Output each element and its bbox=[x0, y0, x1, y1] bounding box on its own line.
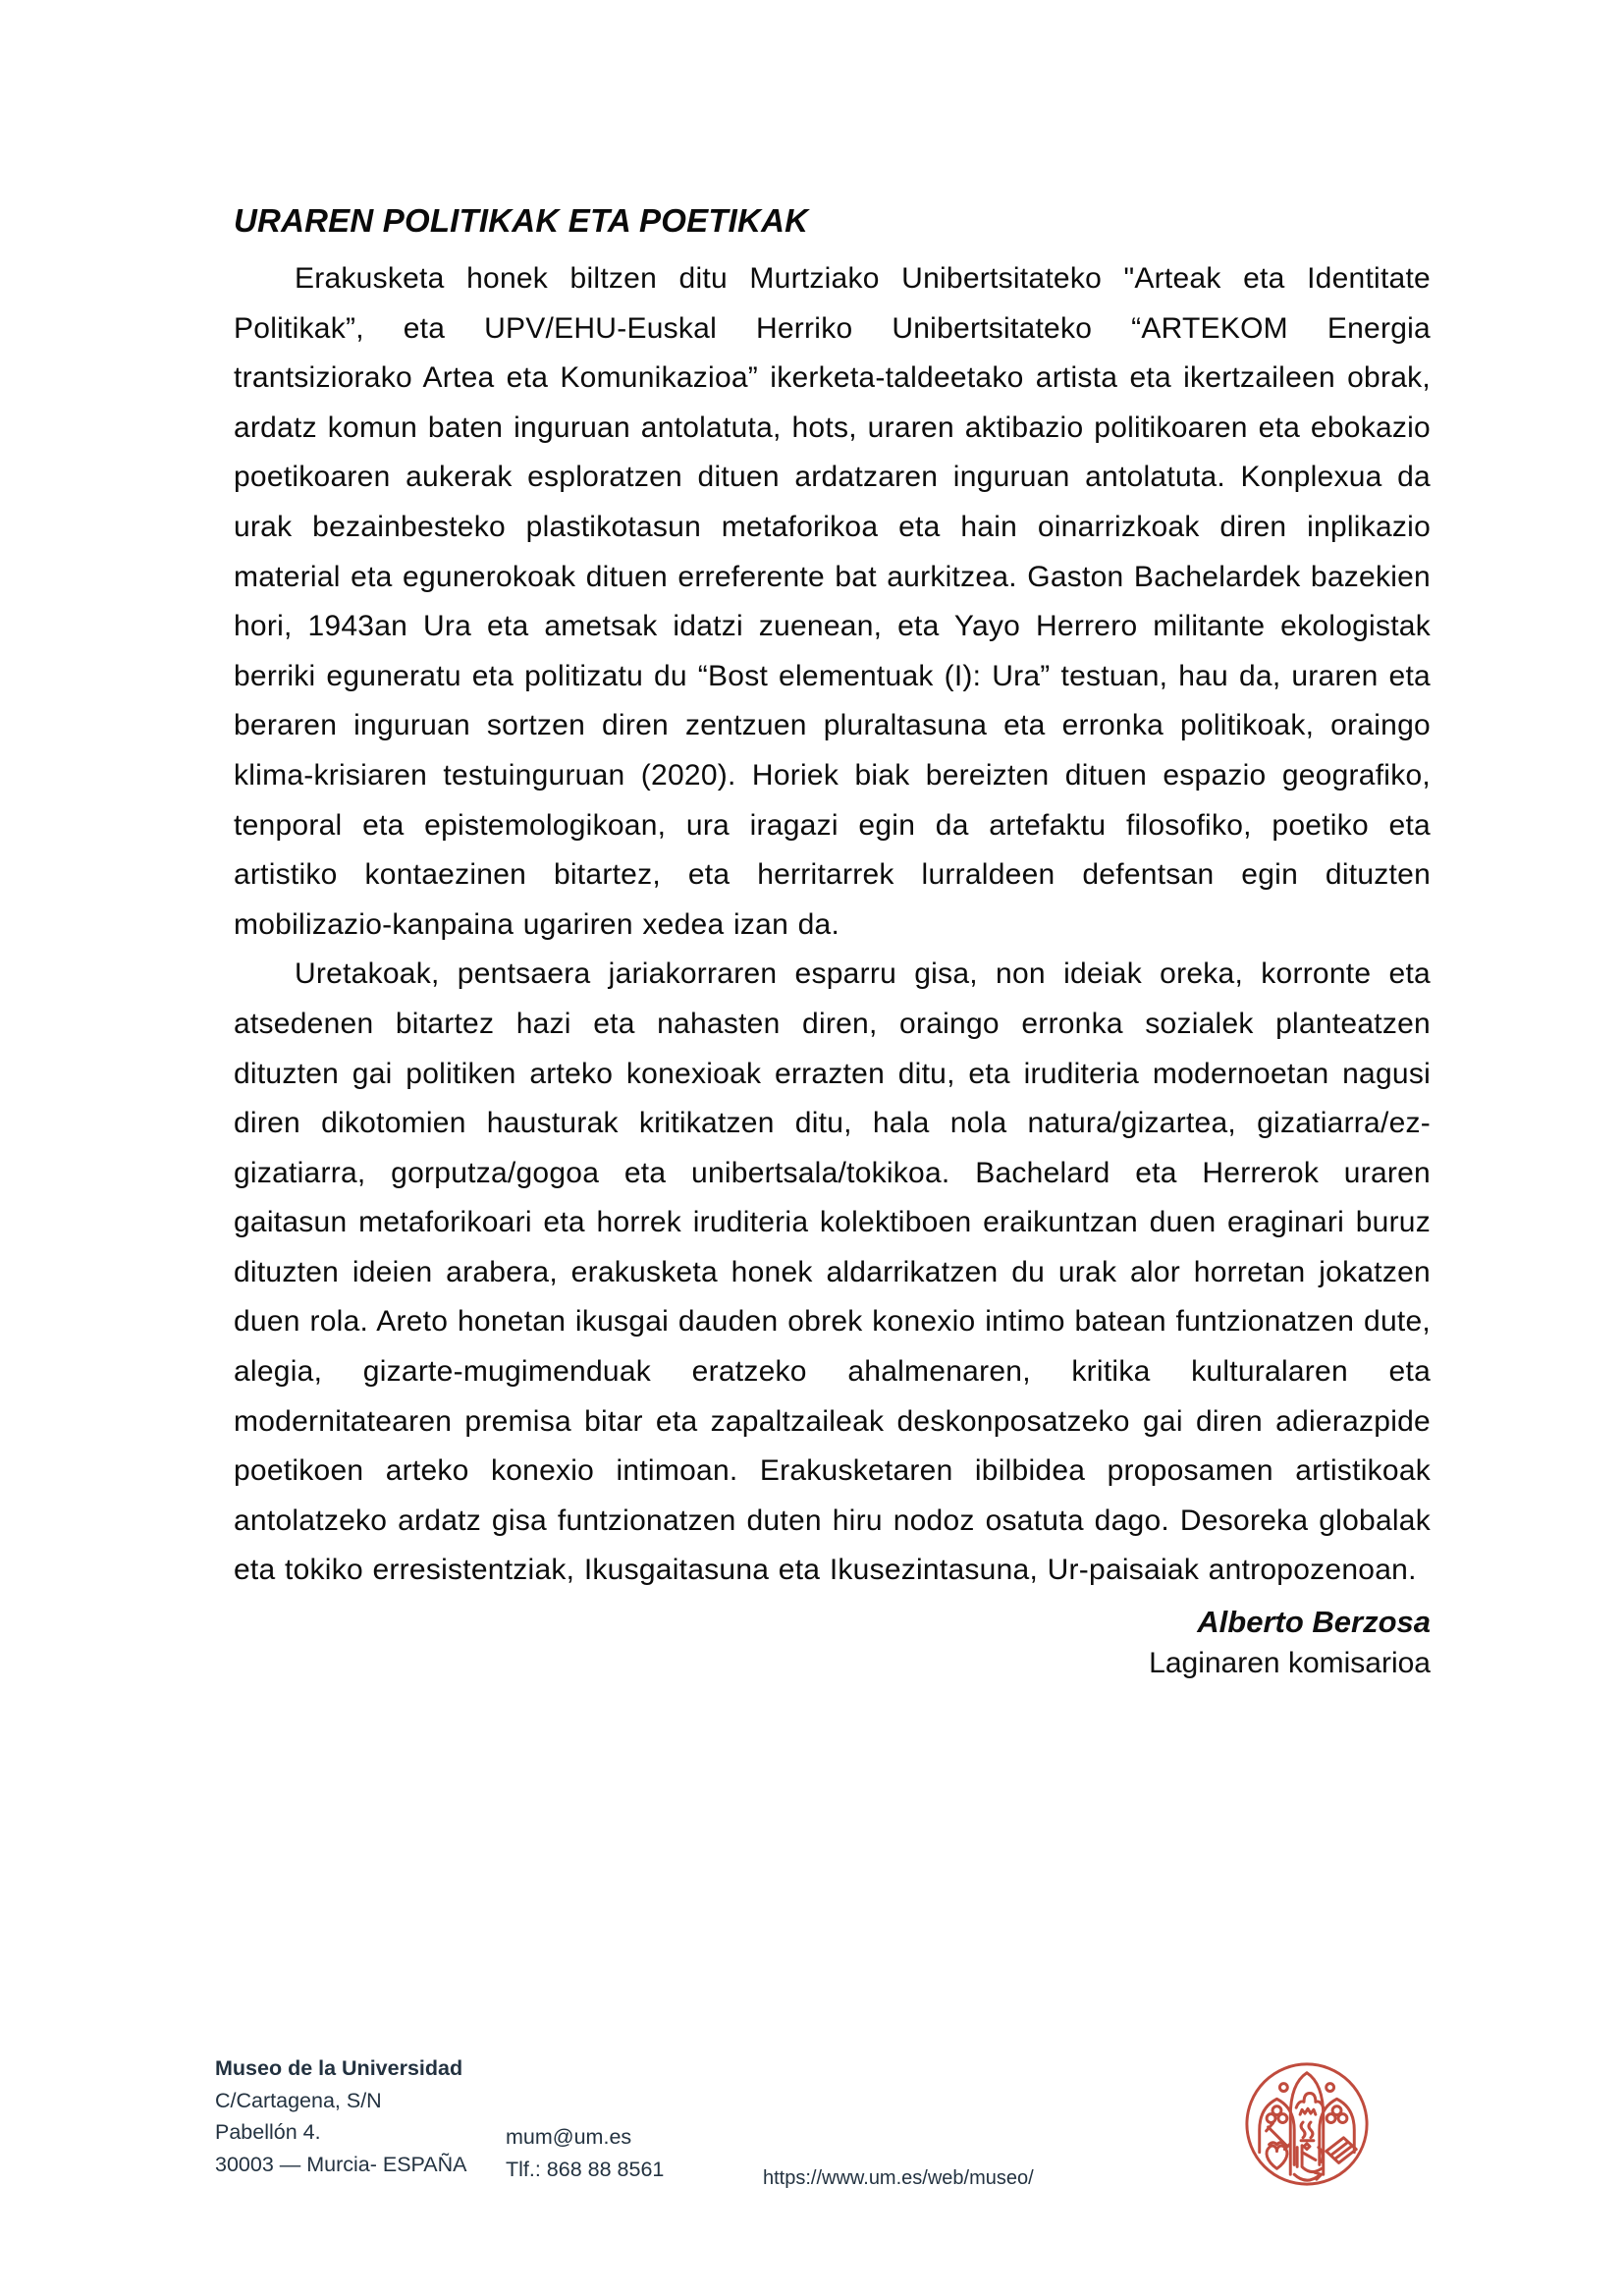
footer-address-line: 30003 — Murcia- ESPAÑA bbox=[215, 2152, 467, 2176]
footer-email[interactable]: mum@um.es bbox=[506, 2125, 632, 2149]
footer-address-lines bbox=[215, 2085, 467, 2181]
paragraph: Erakusketa honek biltzen ditu Murtziako Unibertsitateko "Arteak eta Identitate Politikak”, eta UPV/EHU-Euskal Herriko Unibertsitateko “ARTEKOM Energia trantsiziorako Artea eta Komunikazioa” ikerketa-taldeetako artista eta ikertzaileen obrak, ardatz komun baten inguruan antolatuta, hots, uraren aktibazio politikoaren eta ebokazio poetikoaren aukerak esploratzen dituen ardatzaren inguruan antolatuta. Konplexua da urak bezainbesteko plastikotasun metaforikoa eta hain oinarrizkoak diren inplikazio material eta egunerokoak dituen erreferente bat aurkitzea. Gaston Bachelardek bazekien hori, 1943an Ura eta ametsak idatzi zuenean, eta Yayo Herrero militante ekologistak berriki eguneratu eta politizatu du “Bost elementuak (I): Ura” testuan, hau da, uraren eta beraren inguruan sortzen diren zentzuen pluraltasuna eta erronka politikoak, oraingo klima-krisiaren testuinguruan (2020). Horiek biak bereizten dituen espazio geografiko, tenporal eta epistemologikoan, ura iragazi egin da artefaktu filosofiko, poetiko eta artistiko kontaezinen bitartez, eta herritarrek lurraldeen defentsan egin dituzten mobilizazio-kanpaina ugariren xedea izan da. bbox=[234, 262, 1431, 941]
text-block bbox=[234, 201, 1431, 1684]
signature-role: Laginaren komisarioa bbox=[1149, 1647, 1431, 1680]
body-paragraphs bbox=[234, 254, 1431, 1596]
footer-address bbox=[215, 2052, 467, 2180]
footer-website-wrap bbox=[763, 2166, 1034, 2190]
footer-website-link[interactable]: https://www.um.es/web/museo/ bbox=[763, 2167, 1034, 2189]
footer-phone: Tlf.: 868 88 8561 bbox=[506, 2157, 665, 2181]
footer-address-line: C/Cartagena, S/N bbox=[215, 2088, 382, 2112]
footer-museum-name: Museo de la Universidad bbox=[215, 2056, 463, 2080]
university-of-murcia-seal-icon bbox=[1241, 2058, 1373, 2190]
signature-name: Alberto Berzosa bbox=[1197, 1605, 1431, 1640]
paragraph: Uretakoak, pentsaera jariakorraren esparru gisa, non ideiak oreka, korronte eta atsedenen bitartez hazi eta nahasten diren, oraingo erronka sozialek planteatzen dituzten gai politiken arteko konexioak errazten ditu, eta iruditeria modernoetan nagusi diren dikotomien hausturak kritikatzen ditu, hala nola natura/gizartea, gizatiarra/ez-gizatiarra, gorputza/gogoa eta unibertsala/tokikoa. Bachelard eta Herrerok uraren gaitasun metaforikoari eta horrek iruditeria kolektiboen eraikuntzan duen eraginari buruz dituzten ideien arabera, erakusketa honek aldarrikatzen du urak alor horretan jokatzen duen rola. Areto honetan ikusgai dauden obrek konexio intimo batean funtzionatzen dute, alegia, gizarte-mugimenduak eratzeko ahalmenaren, kritika kulturalaren eta modernitatearen premisa bitar eta zapaltzaileak deskonposatzeko gai diren adierazpide poetikoen arteko konexio intimoan. Erakusketaren ibilbidea proposamen artistikoak antolatzeko ardatz gisa funtzionatzen duten hiru nodoz osatuta dago. Desoreka globalak eta tokiko erresistentziak, Ikusgaitasuna eta Ikusezintasuna, Ur-paisaiak antropozenoan. bbox=[234, 957, 1431, 1587]
signature-block bbox=[234, 1602, 1431, 1684]
footer-contact bbox=[506, 2121, 664, 2185]
page-title: URAREN POLITIKAK ETA POETIKAK bbox=[234, 202, 809, 239]
footer-address-line: Pabellón 4. bbox=[215, 2120, 321, 2145]
